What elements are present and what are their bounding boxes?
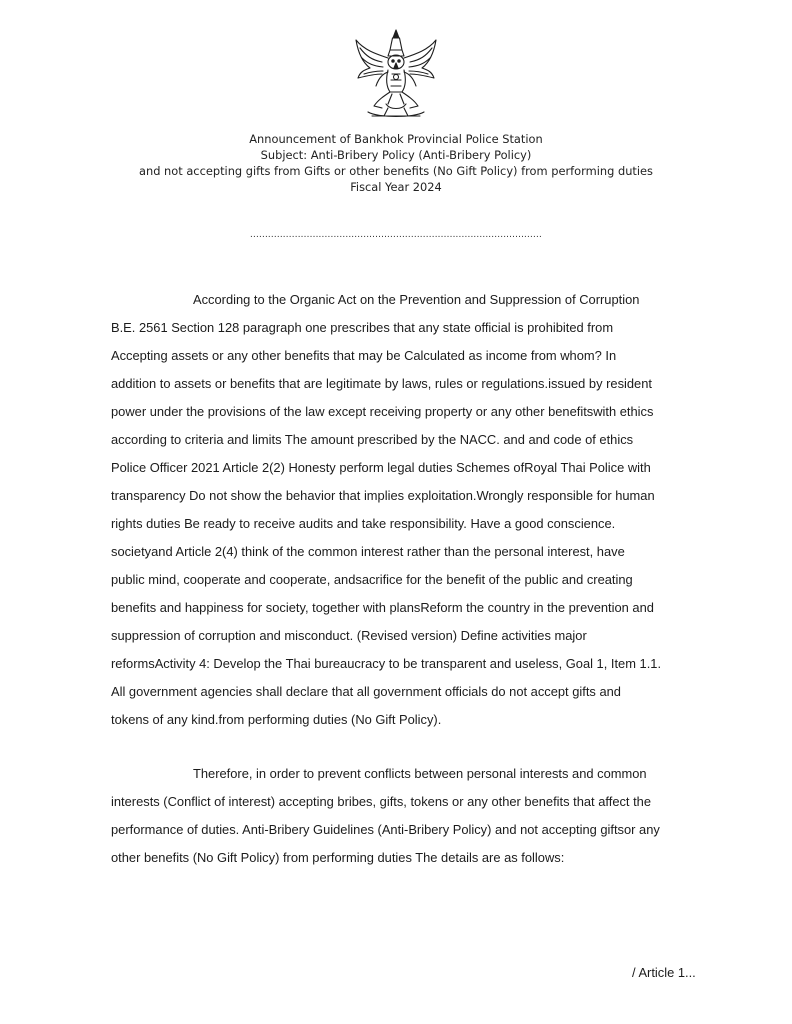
paragraph-1-line: addition to assets or benefits that are legitimate by laws, rules or regulations.issued by resident	[111, 376, 652, 391]
paragraph-1-line: B.E. 2561 Section 128 paragraph one prescribes that any state official is prohibited from	[111, 320, 614, 335]
paragraph-1-line: power under the provisions of the law except receiving property or any other benefitswith ethics	[111, 404, 654, 419]
paragraph-1-line: public mind, cooperate and cooperate, andsacrifice for the benefit of the public and creating	[111, 572, 633, 587]
paragraph-2-line: Therefore, in order to prevent conflicts between personal interests and common	[193, 766, 647, 781]
paragraph-1-line: rights duties Be ready to receive audits and take responsibility. Have a good conscience.	[111, 516, 616, 531]
paragraph-1-line: tokens of any kind.from performing duties (No Gift Policy).	[111, 712, 442, 727]
paragraph-1-line: societyand Article 2(4) think of the common interest rather than the personal interest, have	[111, 544, 625, 559]
paragraph-2-line: interests (Conflict of interest) accepting bribes, gifts, tokens or any other benefits that affect the	[111, 794, 652, 809]
paragraph-1-line: transparency Do not show the behavior that implies exploitation.Wrongly responsible for human	[111, 488, 655, 503]
paragraph-1-line: Accepting assets or any other benefits that may be Calculated as income from whom? In	[111, 348, 617, 363]
paragraph-1-line: benefits and happiness for society, together with plansReform the country in the prevention and	[111, 600, 654, 615]
header-title: Announcement of Bankhok Provincial Police Station	[249, 132, 543, 146]
paragraph-1-line: Police Officer 2021 Article 2(2) Honesty perform legal duties Schemes ofRoyal Thai Police with	[111, 460, 651, 475]
header-subject: Subject: Anti-Bribery Policy (Anti-Bribery Policy)	[260, 148, 532, 162]
paragraph-1-line: All government agencies shall declare that all government officials do not accept gifts and	[111, 684, 621, 699]
continuation-note: / Article 1...	[632, 965, 696, 980]
dotted-separator: ..................................................................................................	[250, 229, 542, 240]
paragraph-2-line: other benefits (No Gift Policy) from performing duties The details are as follows:	[111, 850, 565, 865]
paragraph-1-line: reformsActivity 4: Develop the Thai bureaucracy to be transparent and useless, Goal 1, Item 1.1.	[111, 656, 662, 671]
header-subject-continued: and not accepting gifts from Gifts or other benefits (No Gift Policy) from performing duties	[139, 164, 653, 178]
paragraph-1-line: suppression of corruption and misconduct. (Revised version) Define activities major	[111, 628, 587, 643]
paragraph-1-line: according to criteria and limits The amount prescribed by the NACC. and and code of ethics	[111, 432, 634, 447]
paragraph-2-line: performance of duties. Anti-Bribery Guidelines (Anti-Bribery Policy) and not accepting giftsor any	[111, 822, 660, 837]
header-fiscal-year: Fiscal Year 2024	[350, 180, 442, 194]
paragraph-1-line: According to the Organic Act on the Prevention and Suppression of Corruption	[193, 292, 640, 307]
